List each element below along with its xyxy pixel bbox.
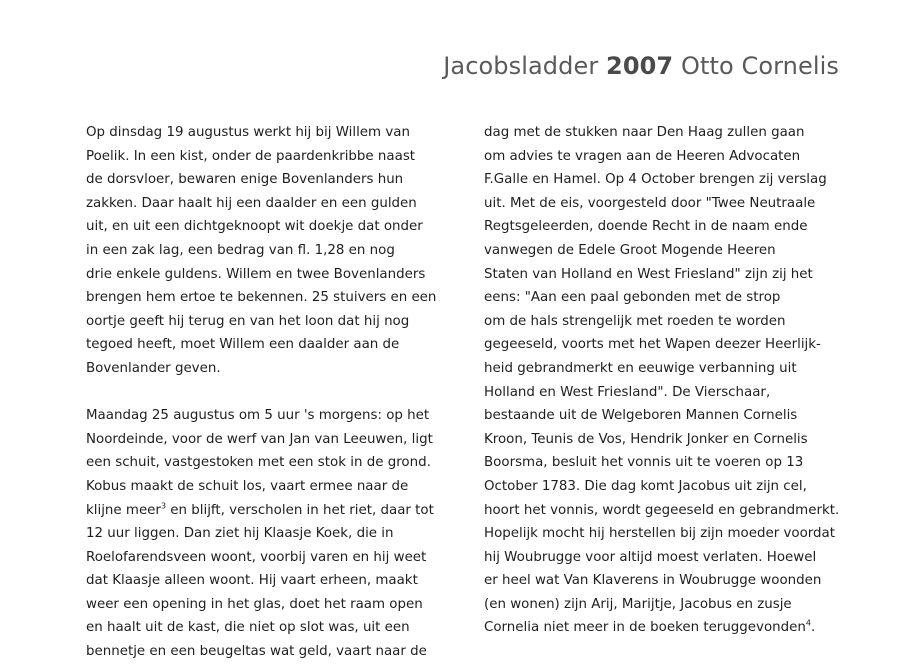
text-line: drie enkele guldens. Willem en twee Bovenlanders [86, 266, 426, 282]
paragraph-1 [86, 121, 466, 381]
text-line: uit. Met de eis, voorgesteld door "Twee Neutraale [484, 195, 816, 211]
text-line: Op dinsdag 19 augustus werkt hij bij Willem van [86, 125, 410, 140]
text-line: Maandag 25 augustus om 5 uur 's morgens: op het [86, 408, 430, 424]
text-line: hij Woubrugge voor altijd moest verlaten. Hoewel [484, 549, 817, 565]
text-line: Regtsgeleerden, doende Recht in de naam ende [484, 219, 808, 235]
text-line: zakken. Daar haalt hij een daalder en een gulden [86, 195, 417, 211]
text-line: om advies te vragen aan de Heeren Advocaten [484, 148, 801, 164]
text-line: vanwegen de Edele Groot Mogende Heeren [484, 242, 776, 258]
text-line: gegeeseld, voorts met het Wapen deezer Heerlijk- [484, 337, 821, 353]
text-line: hoort het vonnis, wordt gegeeseld en gebrandmerkt. [484, 502, 840, 518]
text-line: Noordeinde, voor de werf van Jan van Leeuwen, ligt [86, 431, 433, 447]
text-line: Boorsma, besluit het vonnis uit te voeren op 13 [484, 455, 804, 471]
line-text: Cornelia niet meer in de boeken teruggevonden [484, 620, 806, 636]
text-line: F.Galle en Hamel. Op 4 October brengen zij verslag [484, 172, 827, 188]
text-line: Staten van Holland en West Friesland" zijn zij het [484, 266, 813, 282]
text-line: een schuit, vastgestoken met een stok in de grond. [86, 455, 431, 471]
header-author: Otto Cornelis [680, 52, 839, 80]
line-text: en blijft, verscholen in het riet, daar tot [166, 502, 434, 518]
text-line: de dorsvloer, bewaren enige Bovenlanders hun [86, 172, 404, 188]
line-text: . [810, 620, 816, 636]
text-line: (en wonen) zijn Arij, Marijtje, Jacobus en zusje [484, 596, 792, 612]
text-line: dag met de stukken naar Den Haag zullen gaan [484, 125, 805, 140]
header-title: Jacobsladder [443, 52, 599, 80]
text-line: Hopelijk mocht hij herstellen bij zijn moeder voordat [484, 526, 835, 542]
text-line: in een zak lag, een bedrag van fl. 1,28 en nog [86, 242, 395, 258]
page-header [443, 52, 839, 80]
footnote-ref: 4 [805, 619, 811, 628]
paragraph-2 [86, 404, 466, 664]
text-line: Bovenlander geven. [86, 360, 221, 376]
text-line: bestaande uit de Welgeboren Mannen Cornelis [484, 408, 798, 424]
text-line: tegoed heeft, moet Willem een daalder aan de [86, 337, 400, 353]
line-text: klijne meer [86, 502, 161, 518]
text-line: brengen hem ertoe te bekennen. 25 stuivers en een [86, 290, 437, 306]
text-line: October 1783. Die dag komt Jacobus uit zijn cel, [484, 478, 807, 494]
text-line: weer een opening in het glas, doet het raam open [86, 596, 423, 612]
text-line-with-footnote [86, 499, 466, 523]
paragraph-gap [86, 381, 466, 405]
right-column [484, 121, 864, 640]
text-line: oortje geeft hij terug en van het loon dat hij nog [86, 313, 410, 329]
text-line: om de hals strengelijk met roeden te worden [484, 313, 786, 329]
text-line: Kroon, Teunis de Vos, Hendrik Jonker en Cornelis [484, 431, 808, 447]
text-line: er heel wat Van Klaverens in Woubrugge woonden [484, 573, 822, 589]
text-line: Kobus maakt de schuit los, vaart ermee naar de [86, 478, 409, 494]
text-line: dat Klaasje alleen woont. Hij vaart erheen, maakt [86, 573, 418, 589]
text-line: Poelik. In een kist, onder de paardenkribbe naast [86, 148, 416, 164]
text-line: heid gebrandmerkt en eeuwige verbanning uit [484, 360, 797, 376]
footnote-ref: 3 [160, 501, 167, 511]
text-line: Roelofarendsveen woont, voorbij varen en hij weet [86, 549, 427, 565]
header-year: 2007 [606, 52, 674, 80]
text-line: uit, en uit een dichtgeknoopt wit doekje dat onder [86, 219, 423, 235]
text-line: en haalt uit de kast, die niet op slot was, uit een [86, 620, 410, 636]
text-line-with-footnote [484, 616, 864, 640]
text-line: bennetje en een beugeltas wat geld, vaart naar de [86, 644, 427, 660]
text-line: 12 uur liggen. Dan ziet hij Klaasje Koek, die in [86, 526, 394, 542]
left-column [86, 121, 466, 664]
text-line: Holland en West Friesland". De Vierschaar, [484, 384, 771, 400]
text-line: eens: "Aan een paal gebonden met de strop [484, 290, 781, 306]
